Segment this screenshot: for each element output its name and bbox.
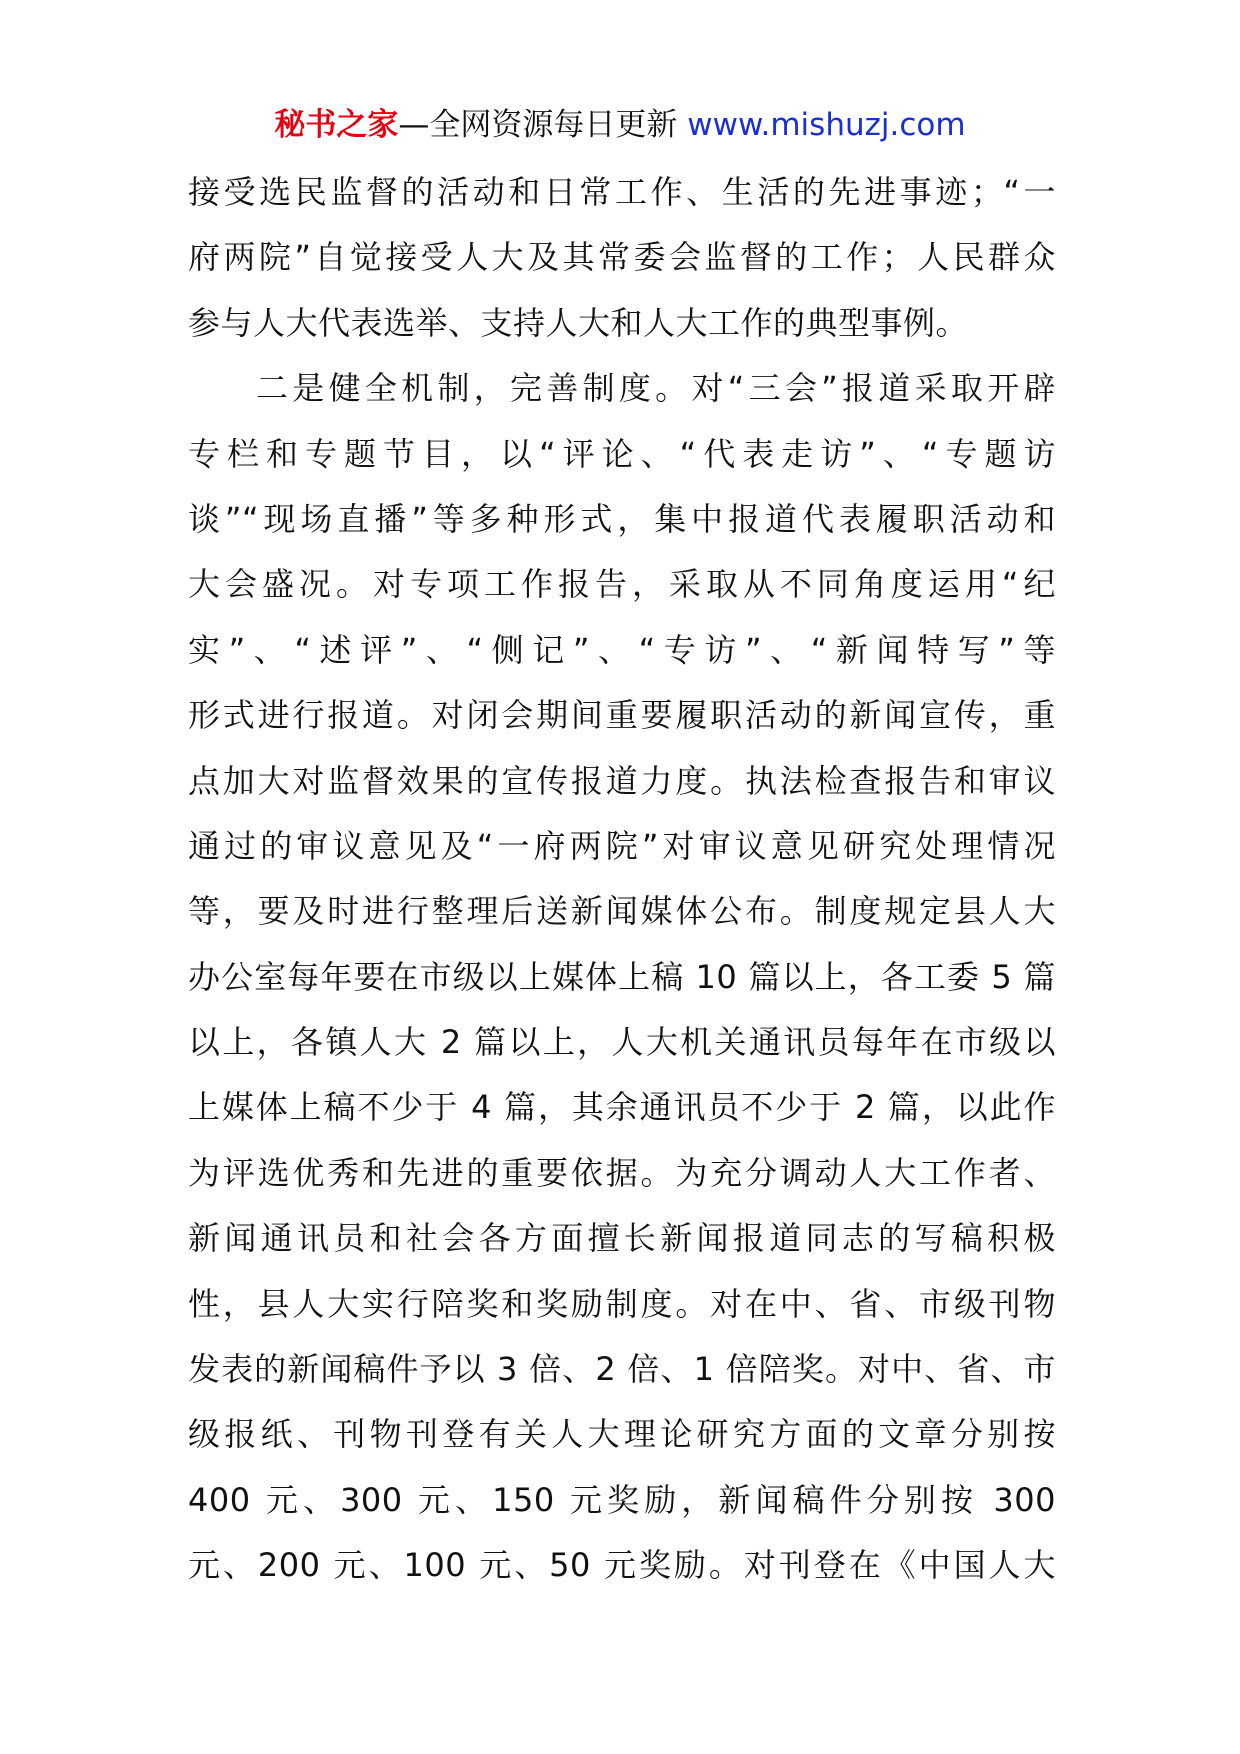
- text-line: 新闻通讯员和社会各方面擅长新闻报道同志的写稿积极: [188, 1219, 1056, 1258]
- text-line: 实”、“述评”、“侧记”、“专访”、“新闻特写”等: [188, 630, 1056, 669]
- text-line: 400 元、300 元、150 元奖励，新闻稿件分别按 300: [188, 1480, 1056, 1519]
- document-body: [188, 160, 1056, 1599]
- text-line: 通过的审议意见及“一府两院”对审议意见研究处理情况: [188, 826, 1056, 865]
- site-brand: 秘书之家: [274, 107, 399, 143]
- text-line: 参与人大代表选举、支持人大和人大工作的典型事例。: [188, 303, 969, 342]
- text-line: 点加大对监督效果的宣传报道力度。执法检查报告和审议: [188, 761, 1056, 800]
- text-line: 上媒体上稿不少于 4 篇，其余通讯员不少于 2 篇，以此作: [188, 1088, 1056, 1127]
- text-line: 大会盛况。对专项工作报告，采取从不同角度运用“纪: [188, 565, 1056, 604]
- text-line: 谈”“现场直播”等多种形式，集中报道代表履职活动和: [188, 499, 1056, 538]
- text-line: 等，要及时进行整理后送新闻媒体公布。制度规定县人大: [188, 892, 1056, 931]
- paragraph-start-line: 二是健全机制，完善制度。对“三会”报道采取开辟: [256, 369, 1056, 408]
- text-line: 接受选民监督的活动和日常工作、生活的先进事迹；“一: [188, 173, 1056, 211]
- text-line: 专栏和专题节目，以“评论、“代表走访”、“专题访: [188, 434, 1056, 473]
- text-line: 形式进行报道。对闭会期间重要履职活动的新闻宣传，重: [188, 696, 1056, 735]
- site-tagline: —全网资源每日更新: [398, 107, 688, 143]
- text-line: 以上，各镇人大 2 篇以上，人大机关通讯员每年在市级以: [188, 1023, 1056, 1062]
- text-line: 办公室每年要在市级以上媒体上稿 10 篇以上，各工委 5 篇: [188, 957, 1056, 996]
- text-line: 府两院”自觉接受人大及其常委会监督的工作；人民群众: [188, 238, 1056, 277]
- text-line: 为评选优秀和先进的重要依据。为充分调动人大工作者、: [188, 1153, 1056, 1192]
- site-url-link[interactable]: www.mishuzj.com: [687, 107, 966, 143]
- site-header: [0, 104, 1240, 146]
- text-line: 级报纸、刊物刊登有关人大理论研究方面的文章分别按: [188, 1415, 1056, 1454]
- text-line: 发表的新闻稿件予以 3 倍、2 倍、1 倍陪奖。对中、省、市: [188, 1350, 1056, 1389]
- text-line: 性，县人大实行陪奖和奖励制度。对在中、省、市级刊物: [188, 1284, 1056, 1323]
- text-line: 元、200 元、100 元、50 元奖励。对刊登在《中国人大: [188, 1546, 1056, 1585]
